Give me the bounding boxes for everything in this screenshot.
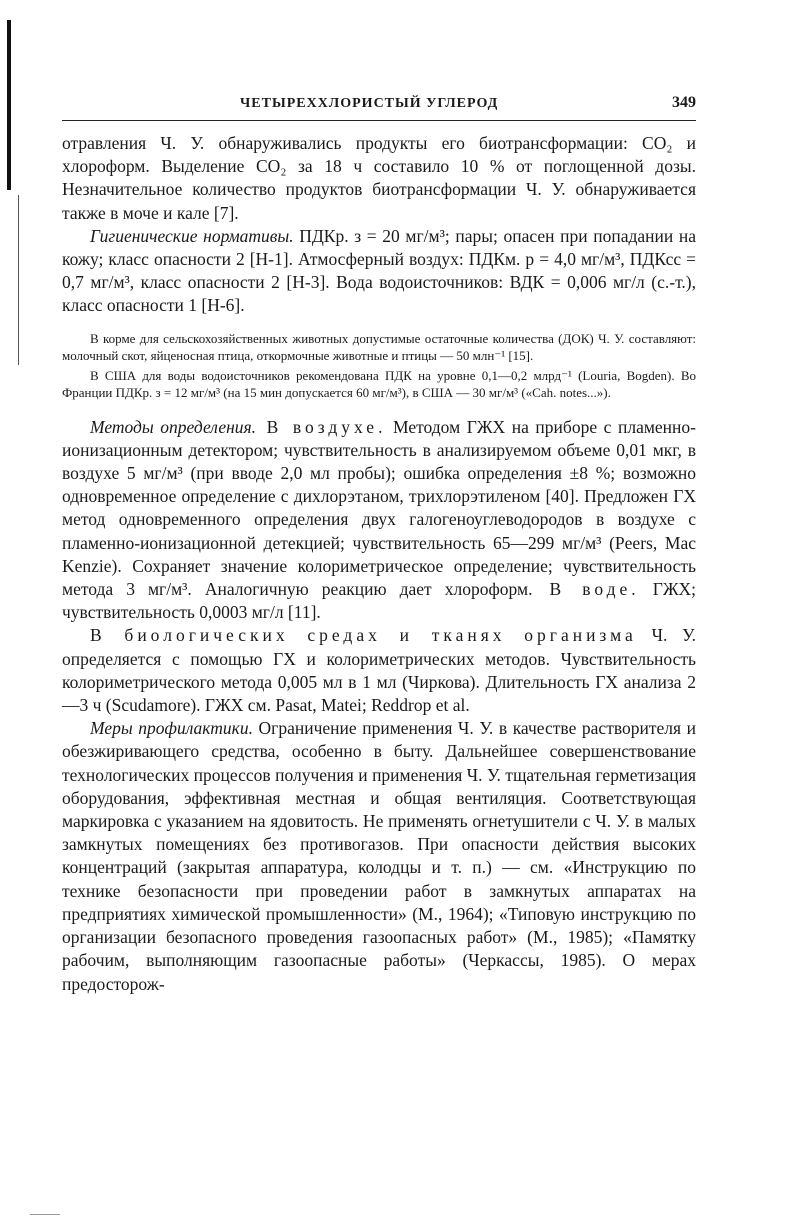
methods-air-text: Методом ГЖХ на приборе с пламенно-ионизационным детектором; чувствительность в анализируемом объеме 0,01 мкг, в воздухе 5 мг/м³ (при вводе 2,0 мл пробы); ошибка определения ±8 %; возможно одновременное определение с дихлорэтаном, трихлорэтиленом [40]. Предложен ГХ метод одновременного определения двух галогеноуглеводородов в воздухе с пламенно-ионизационной детекцией; чувствительность 65—299 мг/м³ (Peers, Mac Kenzie). Сохраняет значение колориметрическое определение; чувствительность метода 3 мг/м³. Аналогичную реакцию дает хлороформ.: [62, 416, 696, 600]
page-header: [62, 92, 696, 121]
note-usa-france: В США для воды водоисточников рекомендована ПДК на уровне 0,1—0,2 млрд⁻¹ (Louria, Bogden). Во Франции ПДКр. з = 12 мг/м³ (на 15 мин допускается 60 мг/м³), в США — 30 мг/м³ («Cah. notes...»).: [62, 367, 696, 401]
paragraph-hygienic-norms: [62, 225, 696, 318]
biological-media-text: Ч. У. определяется с помощью ГХ и колориметрических методов. Чувствительность колориметрического метода 0,005 мл в 1 мл (Чиркова). Длительность ГХ анализа 2—3 ч (Scudamore). ГЖХ см. Pasat, Matei; Reddrop et al.: [62, 625, 696, 716]
running-title: ЧЕТЫРЕХХЛОРИСТЫЙ УГЛЕРОД: [240, 96, 499, 111]
hygienic-norms-text: ПДКр. з = 20 мг/м³; пары; опасен при попадании на кожу; класс опасности 2 [Н-1]. Атмосферный воздух: ПДКм. р = 4,0 мг/м³, ПДКсс = 0,7 мг/м³, класс опасности 2 [Н-3]. Вода водоисточников: ВДК = 0,006 мг/л (с.-т.), класс опасности 1 [Н-6].: [62, 225, 696, 316]
prevention-text: Ограничение применения Ч. У. в качестве растворителя и обезжиривающего средства, особенно в быту. Дальнейшее совершенствование технологических процессов получения и применения Ч. У. тщательная герметизация оборудования, эффективная местная и общая вентиляция. Соответствующая маркировка с указанием на ядовитость. Не применять огнетушители с Ч. У. в малых замкнутых помещениях без противогазов. При опасности действия высоких концентраций (закрытая аппаратура, колодцы и т. п.) — см. «Инструкцию по технике безопасности при проведении работ в замкнутых аппаратах на предприятиях химической промышленности» (М., 1964); «Типовую инструкцию по организации безопасного проведения газоопасных работ» (М., 1985); «Памятку рабочим, выполняющим газоопасные работы» (Черкассы, 1985). О мерах предосторож-: [62, 718, 696, 994]
subheading-water: В воде.: [532, 579, 640, 600]
paragraph-biotransformation: отравления Ч. У. обнаруживались продукты его биотрансформации: CO₂ и хлороформ. Выделение CO₂ за 18 ч составило 10 % от поглощенной дозы. Незначительное количество продуктов биотрансформации Ч. У. обнаруживается также в моче и кале [7].: [62, 133, 696, 223]
paragraph-prevention: [62, 717, 696, 995]
heading-prevention: Меры профилактики.: [90, 718, 253, 739]
bottom-scan-mark: [30, 1214, 60, 1215]
margin-scan-bar: [7, 20, 11, 190]
page-number: 349: [672, 94, 696, 111]
page-body: [62, 132, 696, 996]
subheading-air: В воздухе.: [256, 416, 387, 437]
paragraph-biological-media: [62, 624, 696, 717]
heading-methods: Методы определения.: [90, 416, 257, 437]
methods-water-text: ГЖХ; чувствительность 0,0003 мг/л [11].: [62, 579, 696, 623]
heading-hygienic-norms: Гигиенические нормативы.: [90, 225, 294, 246]
paragraph-methods: [62, 416, 696, 625]
margin-scan-line: [18, 195, 19, 365]
subheading-biological-media: В биологических средах и тканях организма: [90, 625, 637, 646]
note-feed-residues: В корме для сельскохозяйственных животных допустимые остаточные количества (ДОК) Ч. У. составляют: молочный скот, яйценосная птица, откормочные животные и птицы — 50 млн⁻¹ [15].: [62, 330, 696, 364]
